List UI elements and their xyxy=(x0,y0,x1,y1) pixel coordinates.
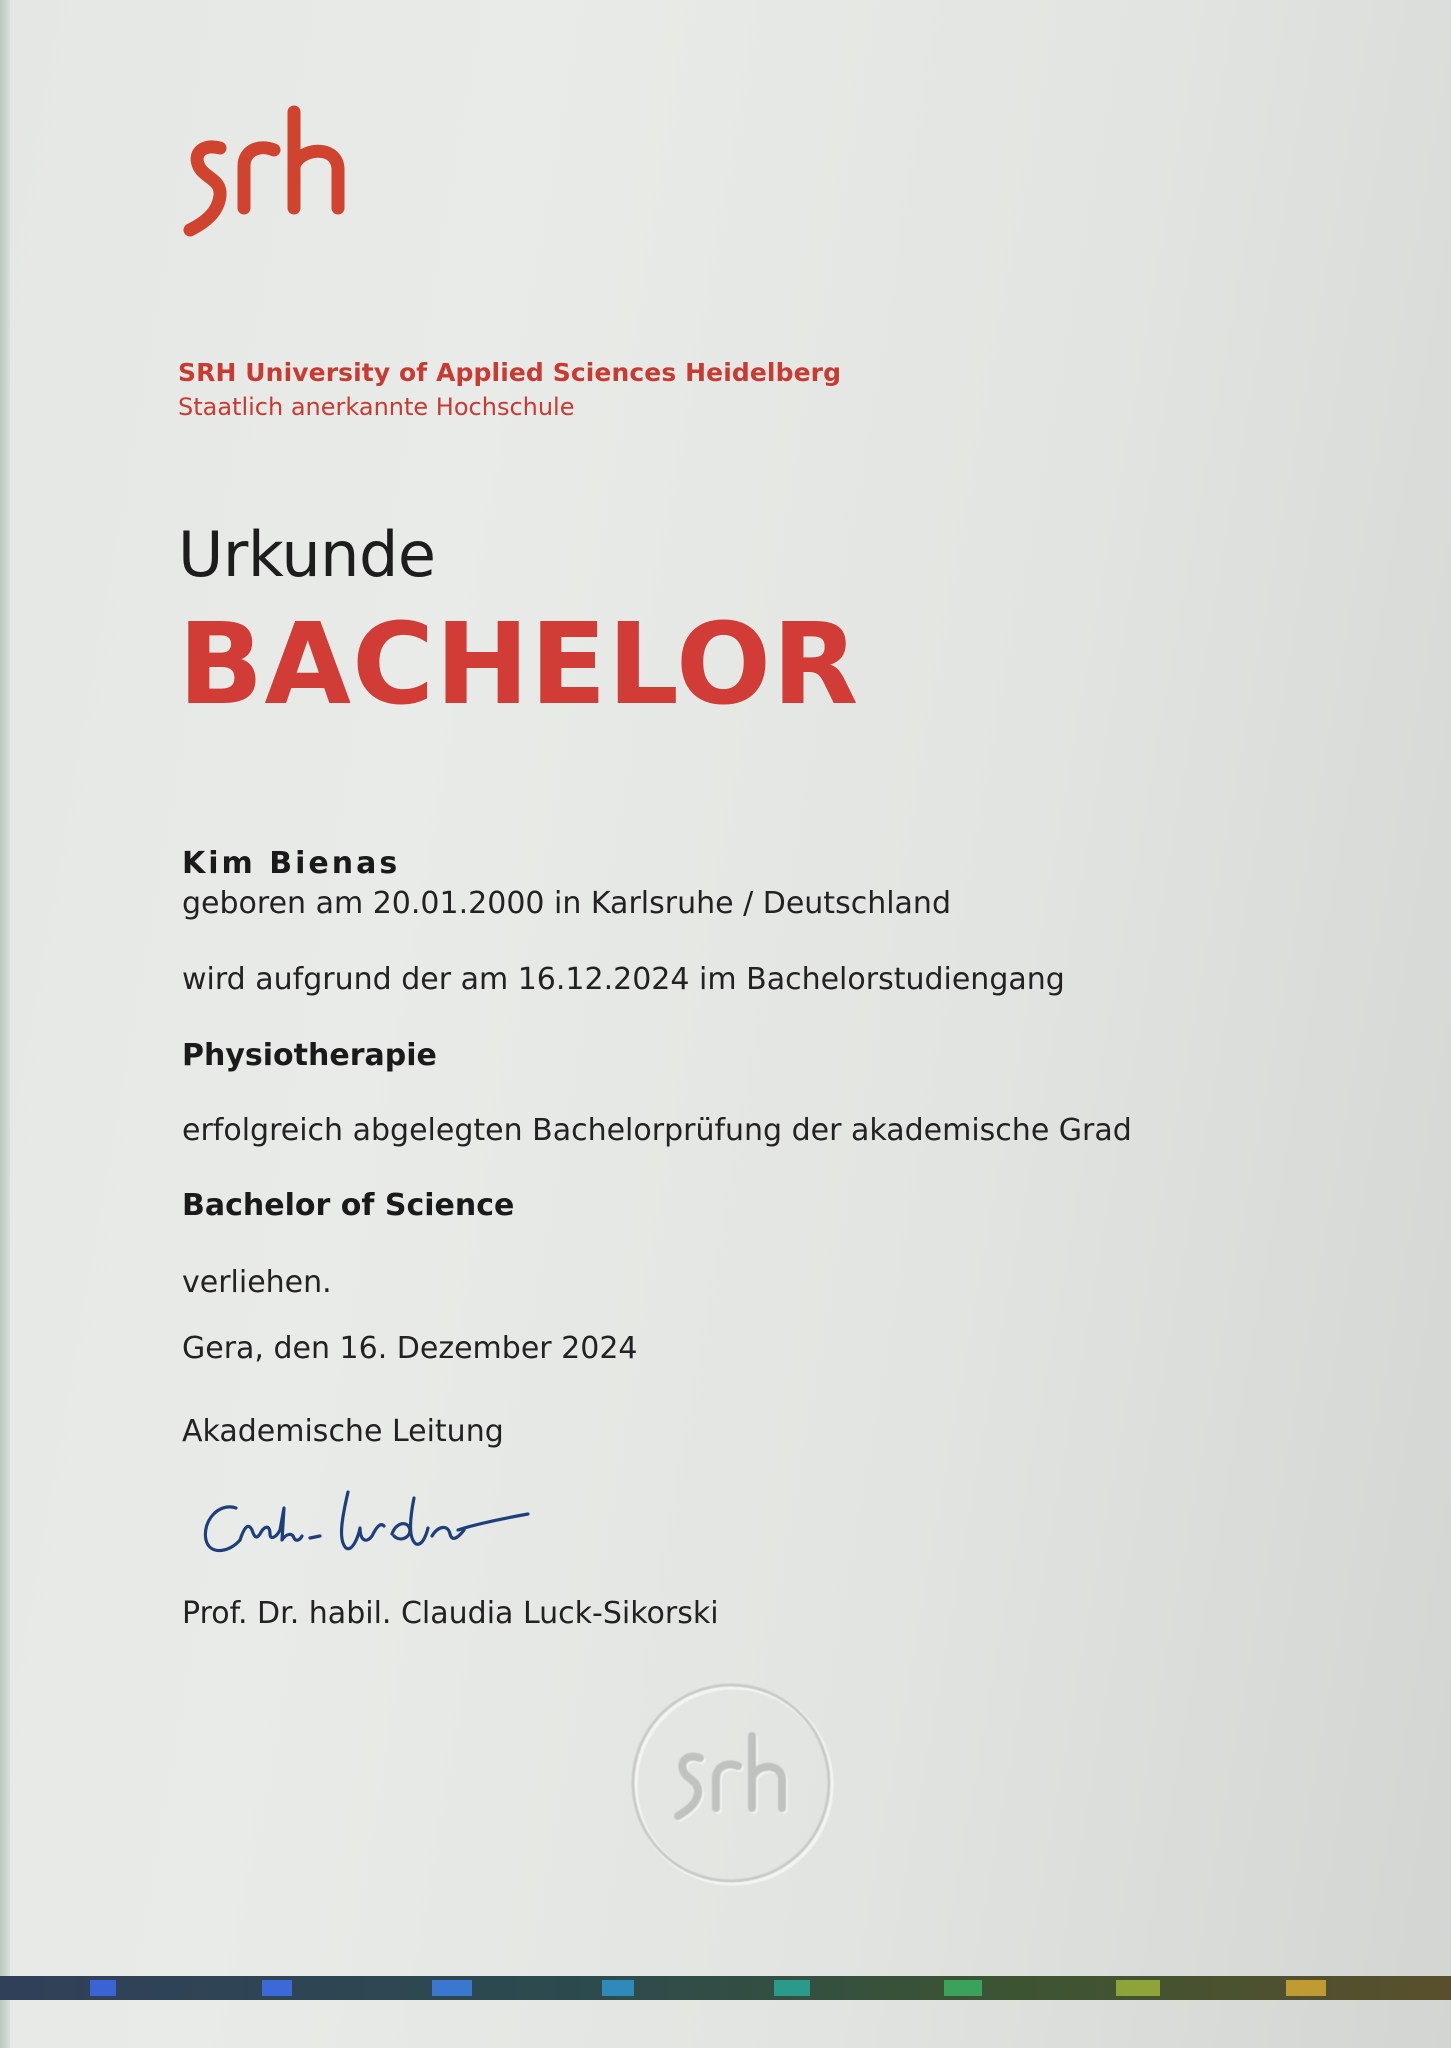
paper-edge xyxy=(0,0,10,2048)
result-line: erfolgreich abgelegten Bachelorprüfung der akademische Grad xyxy=(182,1113,1132,1148)
place-date: Gera, den 16. Dezember 2024 xyxy=(182,1331,638,1366)
exam-line: wird aufgrund der am 16.12.2024 im Bachelorstudiengang xyxy=(182,962,1065,997)
institution-subtitle: Staatlich anerkannte Hochschule xyxy=(178,393,575,421)
security-foil-band xyxy=(0,1976,1451,2000)
program-name: Physiotherapie xyxy=(182,1038,437,1073)
signatory-role: Akademische Leitung xyxy=(182,1414,504,1449)
signatory-name: Prof. Dr. habil. Claudia Luck-Sikorski xyxy=(182,1596,719,1631)
embossed-seal-icon xyxy=(628,1680,838,1890)
academic-degree: Bachelor of Science xyxy=(182,1188,515,1223)
degree-heading: BACHELOR xyxy=(178,600,860,730)
institution-name: SRH University of Applied Sciences Heidelberg xyxy=(178,358,842,387)
graduate-name: Kim Bienas xyxy=(182,846,401,881)
birth-line: geboren am 20.01.2000 in Karlsruhe / Deutschland xyxy=(182,886,951,921)
srh-logo-icon xyxy=(176,100,358,240)
document-title: Urkunde xyxy=(178,518,436,591)
signature-icon xyxy=(196,1478,536,1568)
conferred-line: verliehen. xyxy=(182,1265,332,1300)
